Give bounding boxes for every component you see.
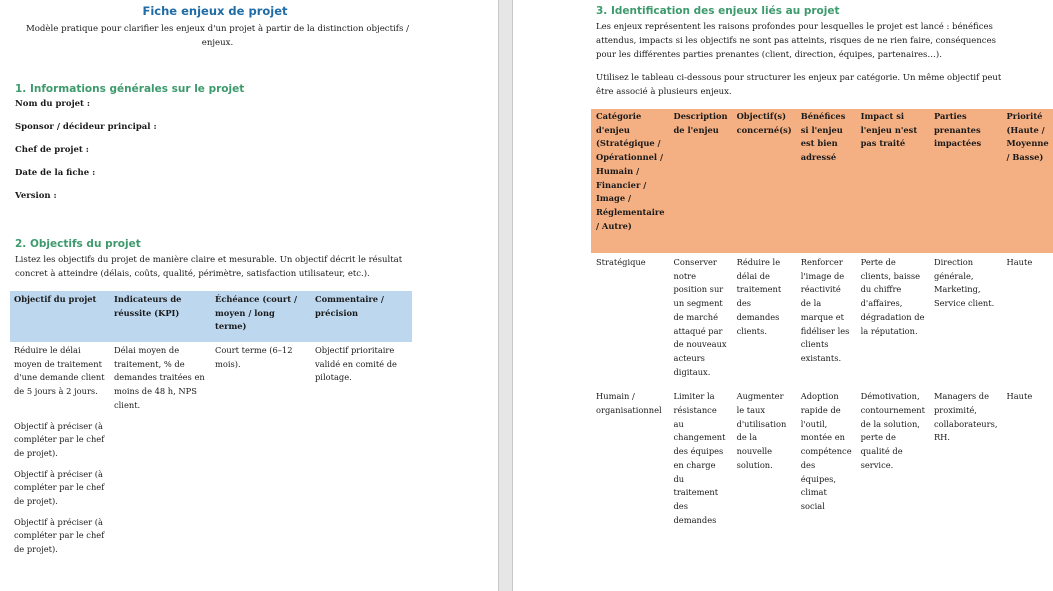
- table-cell: Conserver notre position sur un segment de marché attaqué par de nouveaux acteurs digitaux.: [673, 257, 727, 377]
- stakes-header-description: Description de l'enjeu: [673, 111, 728, 135]
- objectives-header-comment: Commentaire / précision: [315, 294, 384, 318]
- table-cell: Objectif prioritaire validé en comité de pilotage.: [315, 345, 397, 383]
- objectives-header-kpi: Indicateurs de réussite (KPI): [114, 294, 182, 318]
- table-cell: Perte de clients, baisse du chiffre d'affaires, dégradation de la réputation.: [860, 257, 925, 336]
- table-cell: [110, 514, 211, 562]
- stakes-table: [591, 109, 1053, 535]
- stakes-header-objectives: Objectif(s) concerné(s): [736, 111, 792, 135]
- field-date-label: Date de la fiche :: [15, 168, 96, 178]
- stakes-header-benefits: Bénéfices si l'enjeu est bien adressé: [800, 111, 846, 163]
- document-page-left: [0, 0, 498, 591]
- section-3-intro-2: Utilisez le tableau ci-dessous pour structurer les enjeux par catégorie. Un même objectif peut être associé à plusieurs enjeux.: [596, 73, 1002, 97]
- field-project-name-label: Nom du projet :: [15, 99, 91, 109]
- table-cell: Réduire le délai moyen de traitement d'une demande client de 5 jours à 2 jours.: [14, 345, 105, 397]
- table-cell: Renforcer l'image de réactivité de la marque et fidéliser les clients existants.: [800, 257, 850, 363]
- table-cell: Objectif à préciser (à compléter par le chef de projet).: [14, 420, 105, 458]
- field-version-label: Version :: [15, 191, 57, 201]
- table-row: [10, 514, 412, 562]
- section-2-heading: 2. Objectifs du projet: [15, 238, 141, 250]
- table-cell: Augmenter le taux d'utilisation de la nouvelle solution.: [736, 391, 787, 470]
- table-row: [10, 418, 412, 466]
- table-cell: [211, 514, 311, 562]
- table-cell: [110, 466, 211, 514]
- table-cell: [110, 418, 211, 466]
- section-1-heading: 1. Informations générales sur le projet: [15, 83, 245, 95]
- stakes-header-impact: Impact si l'enjeu n'est pas traité: [860, 111, 918, 149]
- stakes-table-header-row: [591, 109, 1053, 253]
- table-cell: [211, 466, 311, 514]
- field-sponsor-label: Sponsor / décideur principal :: [15, 122, 157, 132]
- objectives-table-header-row: [10, 291, 412, 342]
- table-cell: Haute: [1006, 391, 1033, 402]
- objectives-header-deadline: Échéance (court / moyen / long terme): [215, 294, 297, 332]
- table-cell: Adoption rapide de l'outil, montée en compétence des équipes, climat social: [800, 391, 852, 511]
- section-2-intro: Listez les objectifs du projet de manière claire et mesurable. Un objectif décrit le résultat concret à atteindre (délais, coûts, qualité, périmètre, satisfaction utilisateur, etc.).: [15, 255, 403, 279]
- table-cell: [311, 514, 412, 562]
- page-separator: [498, 0, 513, 591]
- objectives-table: [10, 291, 412, 562]
- table-cell: Court terme (6–12 mois).: [215, 345, 293, 369]
- table-cell: Démotivation, contournement de la solution, perte de qualité de service.: [860, 391, 925, 470]
- objectives-header-objective: Objectif du projet: [14, 294, 97, 304]
- table-cell: Direction générale, Marketing, Service client.: [933, 257, 995, 309]
- stakes-header-stakeholders: Parties prenantes impactées: [933, 111, 982, 149]
- table-cell: Objectif à préciser (à compléter par le chef de projet).: [14, 516, 105, 555]
- table-cell: Humain / organisationnel: [596, 391, 662, 416]
- stakes-header-priority: Priorité (Haute / Moyenne / Basse): [1006, 111, 1049, 163]
- document-page-right: [513, 0, 1049, 591]
- table-cell: Réduire le délai de traitement des demandes clients.: [736, 257, 782, 336]
- table-row: [591, 387, 1053, 535]
- document-subtitle: Modèle pratique pour clarifier les enjeux d'un projet à partir de la distinction objectifs / enjeux.: [25, 24, 410, 48]
- table-cell: Managers de proximité, collaborateurs, RH.: [933, 391, 998, 443]
- table-cell: Objectif à préciser (à compléter par le chef de projet).: [14, 468, 105, 507]
- field-project-manager-label: Chef de projet :: [15, 145, 89, 155]
- section-3-intro-1: Les enjeux représentent les raisons profondes pour lesquelles le projet est lancé : bénéfices attendus, impacts si les objectifs ne sont pas atteints, risques de ne rien faire, conséquences pour les différentes parties prenantes (client, direction, équipes, partenaires…).: [596, 22, 996, 60]
- stakes-header-category: Catégorie d'enjeu (Stratégique / Opérationnel / Humain / Financier / Image / Réglementaire / Autre): [596, 111, 665, 231]
- table-cell: [311, 466, 412, 514]
- table-cell: [211, 418, 311, 466]
- table-cell: [311, 418, 412, 466]
- section-3-heading: 3. Identification des enjeux liés au projet: [596, 5, 840, 17]
- document-title: Fiche enjeux de projet: [142, 4, 288, 18]
- table-cell: Stratégique: [596, 257, 646, 267]
- table-row: [591, 253, 1053, 387]
- table-cell: Délai moyen de traitement, % de demandes traitées en moins de 48 h, NPS client.: [114, 345, 205, 410]
- table-row: [10, 342, 412, 418]
- table-row: [10, 466, 412, 514]
- table-cell: Limiter la résistance au changement des équipes en charge du traitement des demandes: [673, 391, 726, 525]
- table-cell: Haute: [1006, 257, 1033, 267]
